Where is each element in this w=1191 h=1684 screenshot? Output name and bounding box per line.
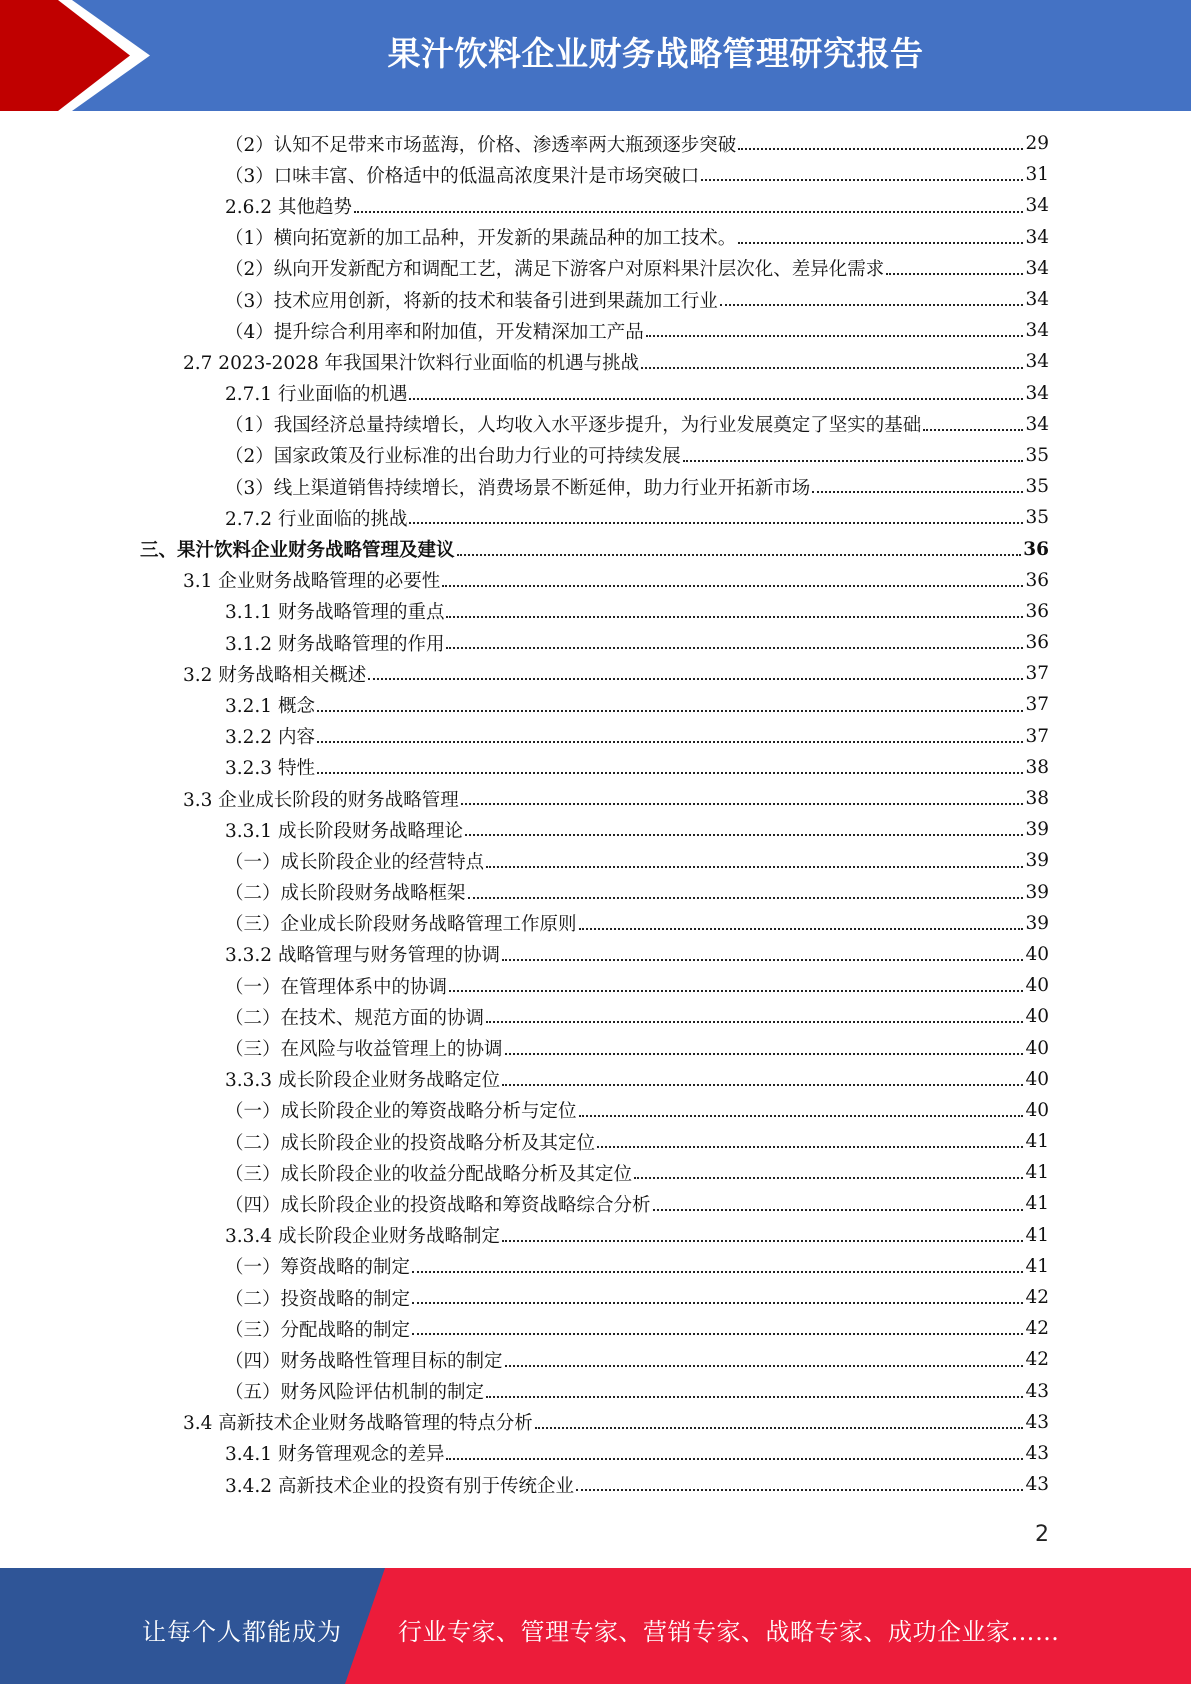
toc-entry-page: 40 — [1025, 975, 1049, 997]
toc-dot-leader — [317, 710, 1024, 712]
header-arrow-icon — [0, 0, 130, 111]
toc-entry-page: 34 — [1025, 413, 1049, 435]
toc-dot-leader — [923, 429, 1023, 431]
toc-dot-leader — [597, 1146, 1023, 1148]
toc-entry-page: 43 — [1025, 1380, 1049, 1402]
toc-entry-title: （一）成长阶段企业的经营特点 — [225, 851, 485, 873]
toc-entry-title: （4）提升综合利用率和附加值，开发精深加工产品 — [225, 321, 644, 343]
toc-entry-title: （2）国家政策及行业标准的出台助力行业的可持续发展 — [225, 446, 681, 468]
toc-entry[interactable] — [140, 159, 1049, 190]
toc-entry[interactable] — [140, 565, 1049, 596]
toc-entry[interactable] — [140, 658, 1049, 689]
toc-entry-title: （二）在技术、规范方面的协调 — [225, 1007, 485, 1029]
toc-dot-leader — [646, 335, 1024, 337]
toc-entry-page: 37 — [1025, 663, 1049, 685]
toc-entry[interactable] — [140, 409, 1049, 440]
toc-dot-leader — [449, 990, 1023, 992]
toc-entry-title: （3）技术应用创新，将新的技术和装备引进到果蔬加工行业 — [225, 290, 718, 312]
toc-dot-leader — [409, 522, 1023, 524]
toc-entry-title: 2.7 2023-2028 年我国果汁饮料行业面临的机遇与挑战 — [183, 352, 640, 374]
toc-entry-title: 3.3.2 战略管理与财务管理的协调 — [225, 945, 500, 967]
toc-dot-leader — [505, 1365, 1024, 1367]
toc-entry-page: 38 — [1025, 756, 1049, 778]
toc-entry[interactable] — [140, 752, 1049, 783]
toc-dot-leader — [701, 179, 1023, 181]
toc-entry-page: 42 — [1025, 1318, 1049, 1340]
toc-entry-page: 43 — [1025, 1474, 1049, 1496]
toc-entry-title: （一）筹资战略的制定 — [225, 1257, 411, 1279]
toc-entry-page: 34 — [1025, 257, 1049, 279]
page-number: 2 — [1035, 1522, 1049, 1547]
toc-dot-leader — [368, 678, 1023, 680]
footer-slogan-right: 行业专家、管理专家、营销专家、战略专家、成功企业家…… — [398, 1618, 1060, 1646]
toc-entry[interactable] — [140, 1126, 1049, 1157]
toc-entry-page: 34 — [1025, 226, 1049, 248]
toc-entry-page: 37 — [1025, 725, 1049, 747]
toc-entry-page: 42 — [1025, 1287, 1049, 1309]
toc-dot-leader — [446, 616, 1023, 618]
toc-entry-title: 3.1.2 财务战略管理的作用 — [225, 633, 445, 655]
toc-entry-title: 2.6.2 其他趋势 — [225, 196, 352, 218]
toc-entry-title: 3.2.1 概念 — [225, 695, 315, 717]
toc-entry-page: 41 — [1025, 1255, 1049, 1277]
toc-entry[interactable] — [140, 814, 1049, 845]
toc-entry[interactable] — [140, 1376, 1049, 1407]
page-header — [0, 0, 1191, 111]
toc-entry[interactable] — [140, 222, 1049, 253]
toc-entry-page: 35 — [1025, 476, 1049, 498]
toc-dot-leader — [412, 1271, 1023, 1273]
toc-entry[interactable] — [140, 1407, 1049, 1438]
toc-entry-page: 40 — [1025, 1037, 1049, 1059]
toc-entry-title: （2）认知不足带来市场蓝海，价格、渗透率两大瓶颈逐步突破 — [225, 134, 737, 156]
toc-dot-leader — [446, 1458, 1023, 1460]
toc-dot-leader — [502, 1240, 1023, 1242]
toc-dot-leader — [579, 928, 1024, 930]
toc-entry-title: 3.2.3 特性 — [225, 758, 315, 780]
toc-dot-leader — [317, 741, 1024, 743]
toc-entry-title: （四）成长阶段企业的投资战略和筹资战略综合分析 — [225, 1194, 651, 1216]
toc-entry-page: 36 — [1023, 538, 1049, 560]
toc-entry-title: （一）在管理体系中的协调 — [225, 976, 448, 998]
toc-entry[interactable] — [140, 627, 1049, 658]
toc-entry[interactable] — [140, 533, 1049, 564]
toc-entry[interactable] — [140, 284, 1049, 315]
toc-entry-title: 3.4.1 财务管理观念的差异 — [225, 1444, 445, 1466]
toc-entry-page: 39 — [1025, 850, 1049, 872]
toc-entry-title: （1）我国经济总量持续增长，人均收入水平逐步提升，为行业发展奠定了坚实的基础 — [225, 415, 922, 437]
toc-entry-title: 3.1 企业财务战略管理的必要性 — [183, 571, 441, 593]
toc-entry-page: 41 — [1025, 1162, 1049, 1184]
toc-entry[interactable] — [140, 1220, 1049, 1251]
toc-dot-leader — [317, 772, 1024, 774]
toc-entry-title: （四）财务战略性管理目标的制定 — [225, 1350, 503, 1372]
toc-dot-leader — [641, 367, 1023, 369]
toc-dot-leader — [576, 1489, 1023, 1491]
table-of-contents — [140, 128, 1049, 1500]
toc-entry-page: 34 — [1025, 320, 1049, 342]
toc-entry[interactable] — [140, 783, 1049, 814]
toc-entry-page: 39 — [1025, 881, 1049, 903]
toc-entry[interactable] — [140, 1188, 1049, 1219]
toc-entry-page: 40 — [1025, 1099, 1049, 1121]
toc-entry-title: 3.1.1 财务战略管理的重点 — [225, 602, 445, 624]
toc-entry[interactable] — [140, 378, 1049, 409]
toc-entry-title: （三）企业成长阶段财务战略管理工作原则 — [225, 914, 577, 936]
toc-entry-title: （三）成长阶段企业的收益分配战略分析及其定位 — [225, 1163, 633, 1185]
toc-entry-title: （2）纵向开发新配方和调配工艺，满足下游客户对原料果汁层次化、差异化需求 — [225, 259, 885, 281]
toc-entry-title: 三、果汁饮料企业财务战略管理及建议 — [140, 540, 455, 562]
toc-dot-leader — [486, 866, 1023, 868]
toc-entry[interactable] — [140, 689, 1049, 720]
toc-entry-title: （五）财务风险评估机制的制定 — [225, 1382, 485, 1404]
toc-dot-leader — [502, 1084, 1023, 1086]
toc-entry-page: 39 — [1025, 819, 1049, 841]
toc-entry-title: （二）成长阶段财务战略框架 — [225, 883, 466, 905]
toc-entry-title: （1）横向拓宽新的加工品种，开发新的果蔬品种的加工技术。 — [225, 228, 737, 250]
toc-entry-page: 39 — [1025, 912, 1049, 934]
toc-entry-title: 2.7.1 行业面临的机遇 — [225, 384, 408, 406]
toc-entry-page: 36 — [1025, 569, 1049, 591]
page-footer — [0, 1568, 1191, 1684]
toc-dot-leader — [486, 1021, 1023, 1023]
toc-dot-leader — [354, 211, 1024, 213]
toc-entry-title: 3.3.1 成长阶段财务战略理论 — [225, 820, 463, 842]
report-title: 果汁饮料企业财务战略管理研究报告 — [387, 34, 924, 73]
toc-dot-leader — [468, 897, 1024, 899]
toc-entry-page: 34 — [1025, 195, 1049, 217]
toc-dot-leader — [886, 273, 1023, 275]
toc-entry-page: 43 — [1025, 1411, 1049, 1433]
toc-entry-title: （3）口味丰富、价格适中的低温高浓度果汁是市场突破口 — [225, 165, 700, 187]
toc-dot-leader — [535, 1427, 1024, 1429]
toc-entry[interactable] — [140, 1313, 1049, 1344]
toc-dot-leader — [738, 242, 1023, 244]
toc-entry[interactable] — [140, 128, 1049, 159]
toc-entry-page: 38 — [1025, 788, 1049, 810]
toc-entry[interactable] — [140, 471, 1049, 502]
toc-entry-page: 41 — [1025, 1131, 1049, 1153]
toc-dot-leader — [461, 803, 1024, 805]
toc-entry-title: 3.4.2 高新技术企业的投资有别于传统企业 — [225, 1475, 574, 1497]
toc-dot-leader — [412, 1333, 1023, 1335]
toc-entry-title: （3）线上渠道销售持续增长，消费场景不断延伸，助力行业开拓新市场 — [225, 477, 811, 499]
toc-entry-page: 35 — [1025, 507, 1049, 529]
toc-entry-title: 3.3.3 成长阶段企业财务战略定位 — [225, 1070, 500, 1092]
toc-entry[interactable] — [140, 440, 1049, 471]
toc-dot-leader — [683, 460, 1024, 462]
toc-entry-page: 36 — [1025, 632, 1049, 654]
toc-entry[interactable] — [140, 1157, 1049, 1188]
toc-dot-leader — [409, 398, 1023, 400]
toc-entry[interactable] — [140, 346, 1049, 377]
toc-entry-title: 3.3.4 成长阶段企业财务战略制定 — [225, 1226, 500, 1248]
toc-dot-leader — [442, 585, 1023, 587]
toc-entry-page: 37 — [1025, 694, 1049, 716]
toc-entry-title: （三）在风险与收益管理上的协调 — [225, 1039, 503, 1061]
toc-entry[interactable] — [140, 970, 1049, 1001]
toc-entry[interactable] — [140, 877, 1049, 908]
toc-entry[interactable] — [140, 1344, 1049, 1375]
toc-entry[interactable] — [140, 1001, 1049, 1032]
toc-entry-title: 3.3 企业成长阶段的财务战略管理 — [183, 789, 459, 811]
toc-entry[interactable] — [140, 1095, 1049, 1126]
toc-dot-leader — [720, 304, 1024, 306]
toc-entry-page: 40 — [1025, 1068, 1049, 1090]
toc-entry[interactable] — [140, 908, 1049, 939]
toc-entry-page: 42 — [1025, 1349, 1049, 1371]
toc-entry-page: 35 — [1025, 444, 1049, 466]
toc-entry-page: 41 — [1025, 1224, 1049, 1246]
toc-entry-page: 29 — [1025, 133, 1049, 155]
toc-dot-leader — [505, 1053, 1024, 1055]
toc-entry[interactable] — [140, 939, 1049, 970]
toc-entry-title: 2.7.2 行业面临的挑战 — [225, 508, 408, 530]
toc-dot-leader — [579, 1115, 1024, 1117]
toc-entry-title: 3.2.2 内容 — [225, 727, 315, 749]
toc-entry[interactable] — [140, 1438, 1049, 1469]
toc-entry-page: 31 — [1025, 164, 1049, 186]
toc-dot-leader — [502, 959, 1023, 961]
toc-entry-page: 40 — [1025, 1006, 1049, 1028]
toc-dot-leader — [446, 647, 1023, 649]
toc-entry-page: 41 — [1025, 1193, 1049, 1215]
toc-entry-title: （一）成长阶段企业的筹资战略分析与定位 — [225, 1101, 577, 1123]
toc-entry-title: （二）成长阶段企业的投资战略分析及其定位 — [225, 1132, 596, 1154]
toc-dot-leader — [653, 1209, 1024, 1211]
toc-entry[interactable] — [140, 315, 1049, 346]
toc-entry-page: 40 — [1025, 943, 1049, 965]
toc-entry-page: 43 — [1025, 1442, 1049, 1464]
toc-dot-leader — [457, 554, 1022, 556]
toc-dot-leader — [412, 1302, 1023, 1304]
footer-slogan-left: 让每个人都能成为 — [142, 1618, 342, 1646]
toc-dot-leader — [812, 491, 1023, 493]
toc-entry[interactable] — [140, 1064, 1049, 1095]
toc-dot-leader — [465, 834, 1023, 836]
toc-entry[interactable] — [140, 721, 1049, 752]
toc-entry[interactable] — [140, 1032, 1049, 1063]
toc-entry-title: 3.2 财务战略相关概述 — [183, 664, 367, 686]
toc-entry[interactable] — [140, 190, 1049, 221]
toc-entry-title: 3.4 高新技术企业财务战略管理的特点分析 — [183, 1413, 533, 1435]
toc-entry-title: （二）投资战略的制定 — [225, 1288, 411, 1310]
toc-dot-leader — [634, 1177, 1023, 1179]
toc-entry[interactable] — [140, 845, 1049, 876]
toc-entry-page: 34 — [1025, 351, 1049, 373]
toc-entry[interactable] — [140, 502, 1049, 533]
toc-entry[interactable] — [140, 253, 1049, 284]
toc-dot-leader — [486, 1396, 1023, 1398]
toc-entry-page: 36 — [1025, 600, 1049, 622]
toc-entry-page: 34 — [1025, 382, 1049, 404]
toc-entry-page: 34 — [1025, 289, 1049, 311]
toc-entry[interactable] — [140, 1251, 1049, 1282]
toc-dot-leader — [738, 148, 1023, 150]
toc-entry[interactable] — [140, 1282, 1049, 1313]
toc-entry[interactable] — [140, 596, 1049, 627]
toc-entry[interactable] — [140, 1469, 1049, 1500]
toc-entry-title: （三）分配战略的制定 — [225, 1319, 411, 1341]
